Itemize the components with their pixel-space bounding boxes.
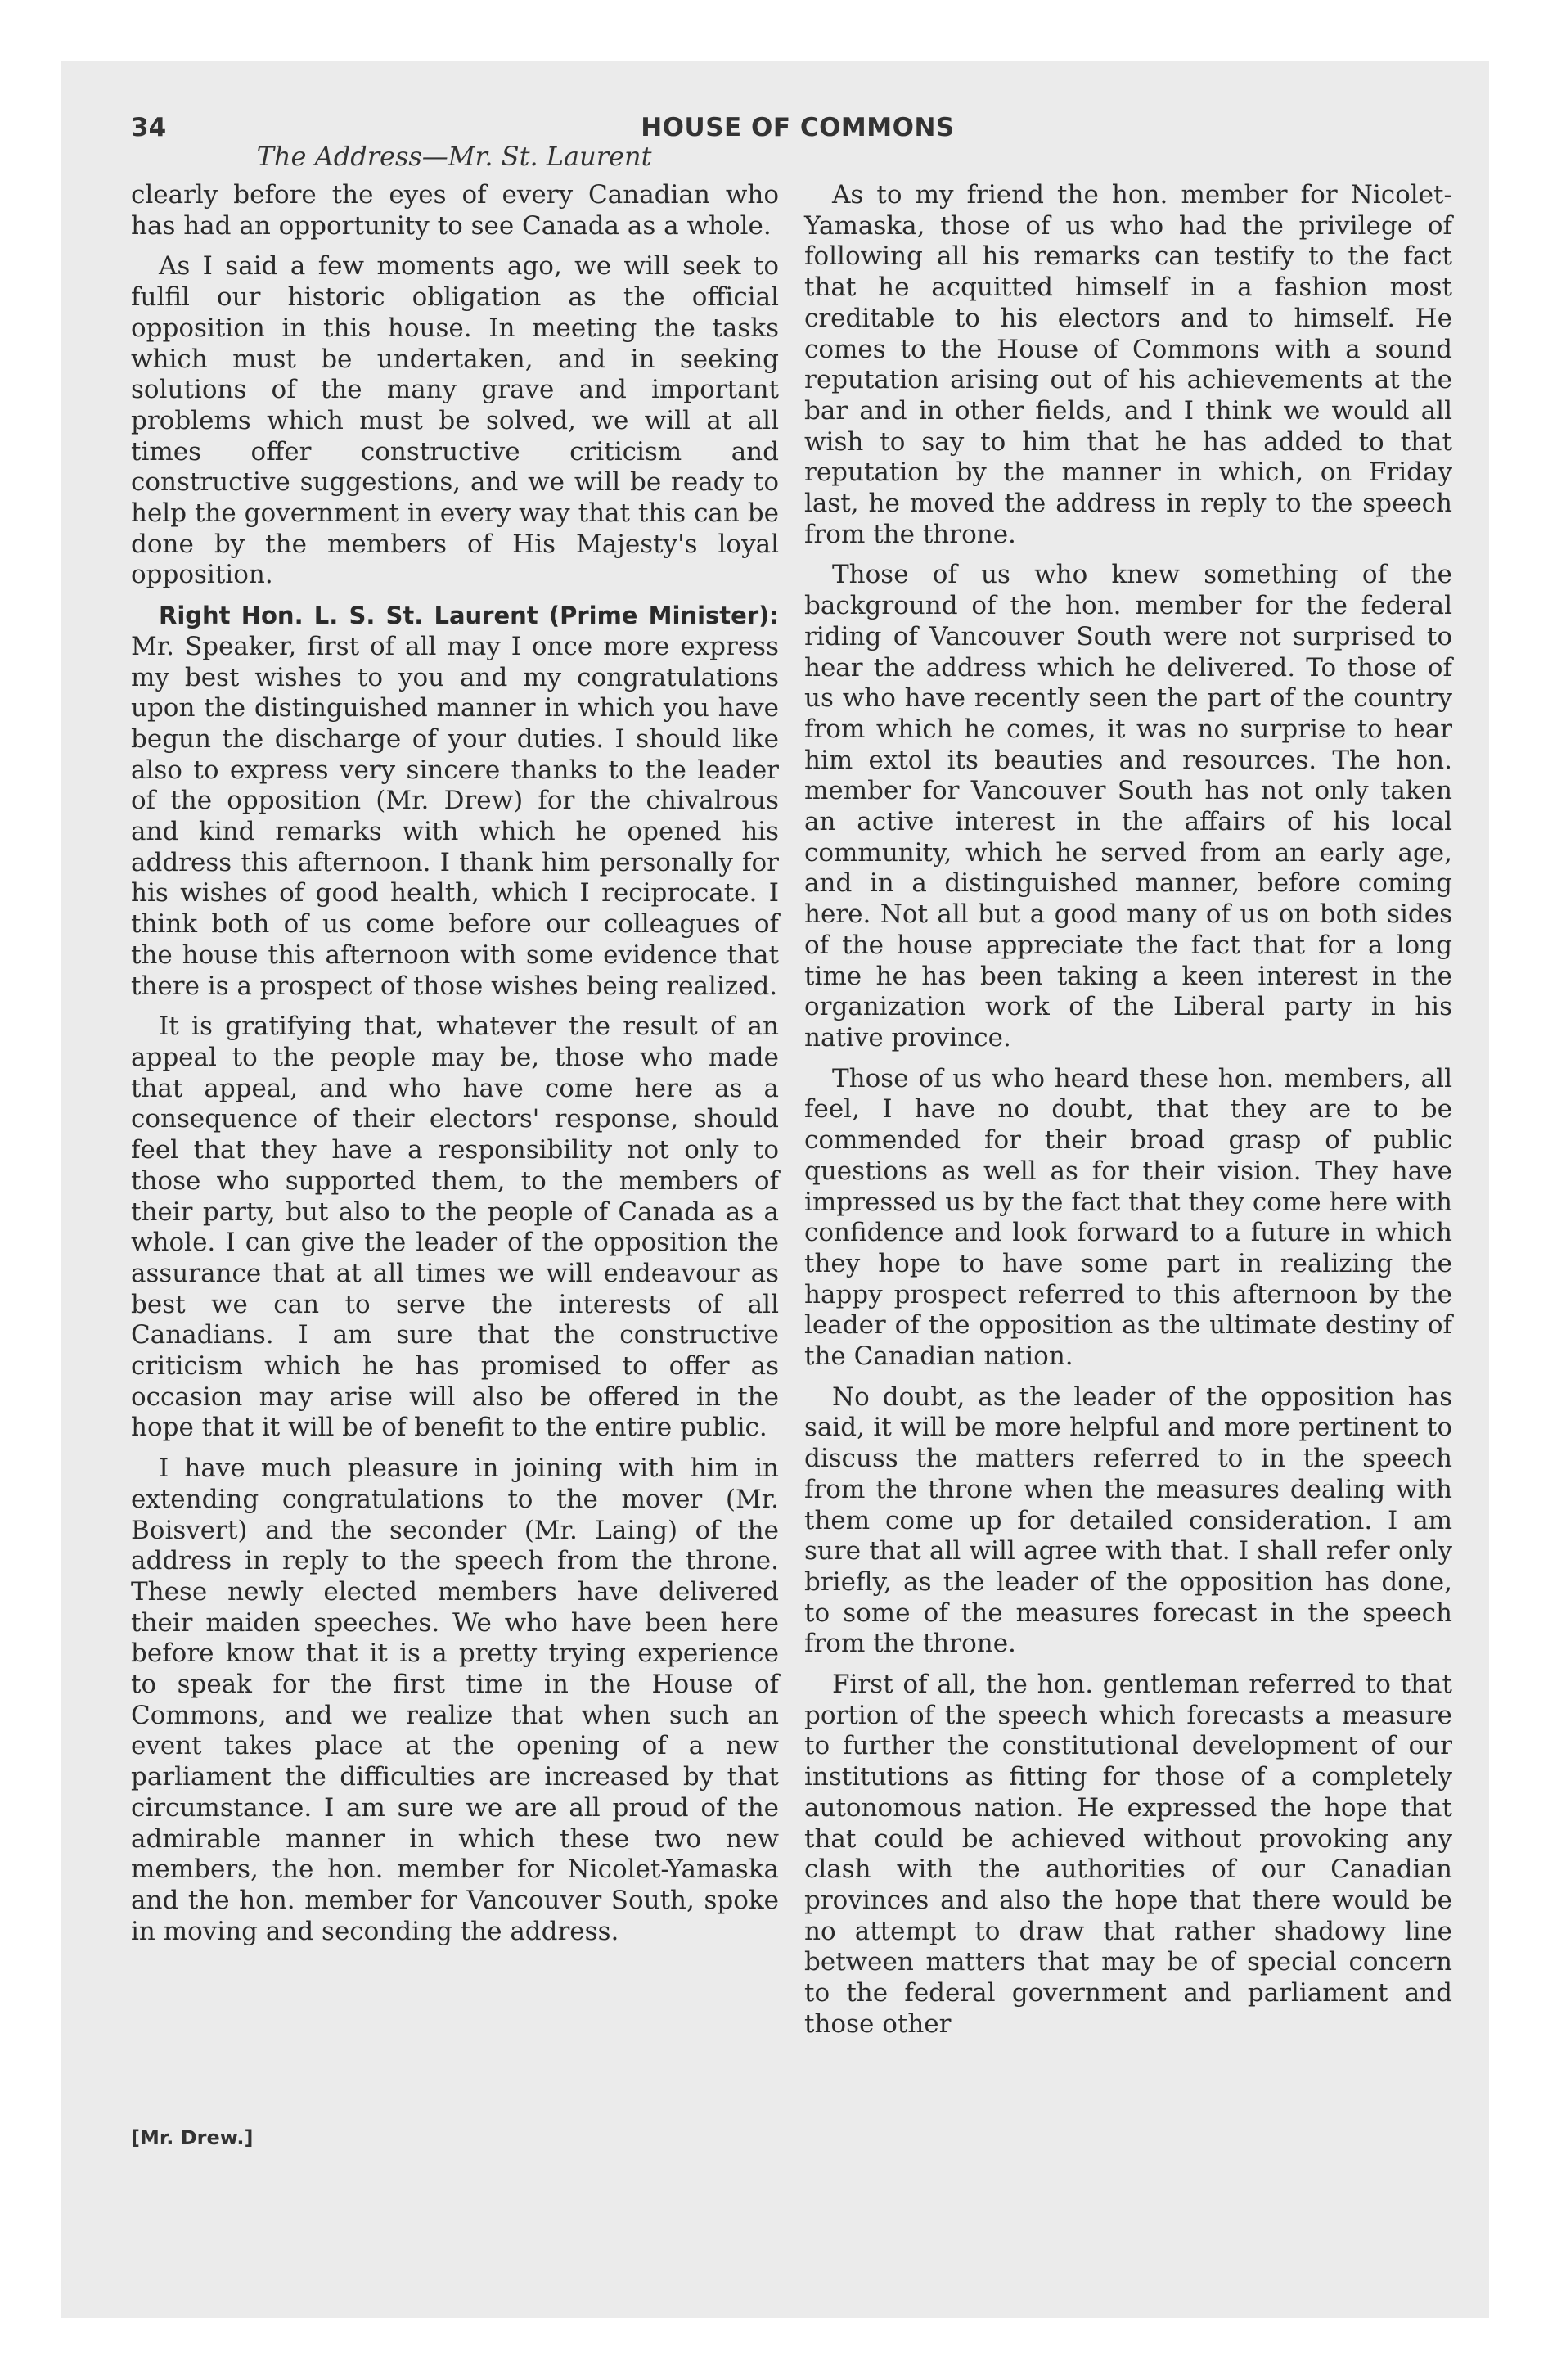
- speaker-name: Right Hon. L. S. St. Laurent (Prime Minister):: [159, 602, 779, 630]
- paragraph: First of all, the hon. gentleman referred to that portion of the speech which forecasts a measure to further the constitutional development of our institutions as fitting for those of a completely autonomous nation. He expressed the hope that that could be achieved without provoking any clash with the authorities of our Canadian provinces and also the hope that there would be no attempt to draw that rather shadowy line between matters that may be of special concern to the federal government and parliament and those other: [804, 1670, 1452, 2039]
- speech-text: Mr. Speaker, first of all may I once more express my best wishes to you and my congratulations upon the distinguished manner in which you have begun the discharge of your duties. I should like also to express very sincere thanks to the leader of the opposition (Mr. Drew) for the chivalrous and kind remarks with which he opened his address this afternoon. I thank him personally for his wishes of good health, which I reciprocate. I think both of us come before our colleagues of the house this afternoon with some evidence that there is a prospect of those wishes being realized.: [131, 631, 779, 1001]
- page-number: 34: [131, 113, 167, 142]
- paragraph: Those of us who heard these hon. members, all feel, I have no doubt, that they are to be commended for their broad grasp of public questions as well as for their vision. They have impressed us by the fact that they come here with confidence and look forward to a future in which they hope to have some part in realizing the happy prospect referred to this afternoon by the leader of the opposition as the ultimate destiny of the Canadian nation.: [804, 1063, 1452, 1372]
- running-head: HOUSE OF COMMONS: [641, 113, 955, 142]
- paragraph: No doubt, as the leader of the opposition has said, it will be more helpful and more pertinent to discuss the matters referred to in the speech from the throne when the measures dealing with them come up for detailed consideration. I am sure that all will agree with that. I shall refer only briefly, as the leader of the opposition has done, to some of the measures forecast in the speech from the throne.: [804, 1382, 1452, 1659]
- section-subhead: The Address—Mr. St. Laurent: [256, 141, 652, 172]
- paragraph: I have much pleasure in joining with him in extending congratulations to the mover (Mr. Boisvert) and the seconder (Mr. Laing) of the address in reply to the speech from the throne. These newly elected members have delivered their maiden speeches. We who have been here before know that it is a pretty trying experience to speak for the first time in the House of Commons, and we realize that when such an event takes place at the opening of a new parliament the difficulties are increased by that circumstance. I am sure we are all proud of the admirable manner in which these two new members, the hon. member for Nicolet-Yamaska and the hon. member for Vancouver South, spoke in moving and seconding the address.: [131, 1454, 779, 1946]
- footer-reference: [Mr. Drew.]: [131, 2126, 254, 2149]
- paragraph: As I said a few moments ago, we will seek to fulfil our historic obligation as the official opposition in this house. In meeting the tasks which must be undertaken, and in seeking solutions of the many grave and important problems which must be solved, we will at all times offer constructive criticism and constructive suggestions, and we will be ready to help the government in every way that this can be done by the members of His Majesty's loyal opposition.: [131, 251, 779, 590]
- right-column: [804, 180, 1452, 2049]
- paragraph: Those of us who knew something of the background of the hon. member for the federal riding of Vancouver South were not surprised to hear the address which he delivered. To those of us who have recently seen the part of the country from which he comes, it was no surprise to hear him extol its beauties and resources. The hon. member for Vancouver South has not only taken an active interest in the affairs of his local community, which he served from an early age, and in a distinguished manner, before coming here. Not all but a good many of us on both sides of the house appreciate the fact that for a long time he has been taking a keen interest in the organization work of the Liberal party in his native province.: [804, 560, 1452, 1053]
- paragraph: clearly before the eyes of every Canadian who has had an opportunity to see Canada as a whole.: [131, 180, 779, 241]
- paragraph: As to my friend the hon. member for Nicolet-Yamaska, those of us who had the privilege of following all his remarks can testify to the fact that he acquitted himself in a fashion most creditable to his electors and to himself. He comes to the House of Commons with a sound reputation arising out of his achievements at the bar and in other fields, and I think we would all wish to say to him that he has added to that reputation by the manner in which, on Friday last, he moved the address in reply to the speech from the throne.: [804, 180, 1452, 549]
- left-column: [131, 180, 779, 1957]
- paragraph: It is gratifying that, whatever the result of an appeal to the people may be, those who made that appeal, and who have come here as a consequence of their electors' response, should feel that they have a responsibility not only to those who supported them, to the members of their party, but also to the people of Canada as a whole. I can give the leader of the opposition the assurance that at all times we will endeavour as best we can to serve the interests of all Canadians. I am sure that the constructive criticism which he has promised to offer as occasion may arise will also be offered in the hope that it will be of benefit to the entire public.: [131, 1012, 779, 1443]
- paragraph: [131, 601, 779, 1002]
